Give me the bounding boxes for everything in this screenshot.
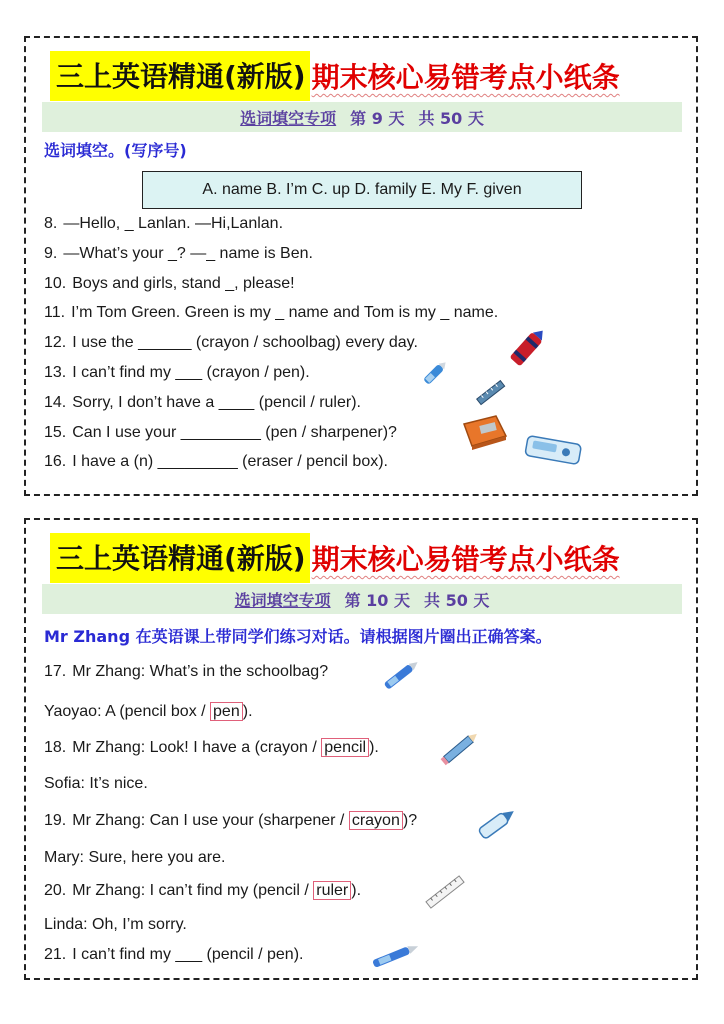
question-11: 11. I’m Tom Green. Green is my _ name and Tom is my _ name. [44,304,499,321]
pencil-box-icon [522,434,584,468]
question-10: 10. Boys and girls, stand _, please! [44,275,295,292]
question-20: 20. Mr Zhang: I can’t find my (pencil / ruler ). [44,882,362,899]
question-21: 21. I can’t find my ___ (pencil / pen). [44,946,304,963]
question-13: 13. I can’t find my ___ (crayon / pen). [44,364,310,381]
question-14: 14. Sorry, I don’t have a ____ (pencil / ruler). [44,394,361,411]
question-12: 12. I use the ______ (crayon / schoolbag) every day. [44,334,418,351]
day-bar [42,584,682,614]
question-9: 9. —What’s your _? —_ name is Ben. [44,245,313,262]
circled-answer: ruler [313,881,351,900]
total-label: 共 50 天 [424,590,490,610]
answer-20: Linda: Oh, I’m sorry. [44,916,187,933]
title-highlight: 三上英语精通(新版) [50,51,310,101]
pen-icon [378,656,424,694]
question-18: 18. Mr Zhang: Look! I have a (crayon / pencil ). [44,739,379,756]
title-red: 期末核心易错考点小纸条 [311,61,620,94]
word-bank: A. name B. I’m C. up D. family E. My F. given [142,171,582,209]
question-8: 8. —Hello, _ Lanlan. —Hi,Lanlan. [44,215,284,232]
sharpener-icon [460,412,510,452]
topic-label: 选词填空专项 [234,590,331,610]
answer-19: Mary: Sure, here you are. [44,849,226,866]
card-title [50,52,620,100]
crayon-icon [504,324,552,370]
day-bar [42,102,682,132]
instruction: 选词填空。(写序号) [44,141,187,160]
circled-answer: pencil [321,738,369,757]
question-17: 17. Mr Zhang: What’s in the schoolbag? [44,663,329,680]
day-label: 第 9 天 [350,108,405,128]
day10-card [24,518,698,980]
question-16: 16. I have a (n) _________ (eraser / pencil box). [44,453,388,470]
instruction: Mr Zhang 在英语课上带同学们练习对话。请根据图片圈出正确答案。 [44,627,552,646]
pen-icon [366,938,422,974]
circled-answer: pen [210,702,243,721]
question-19: 19. Mr Zhang: Can I use your (sharpener / crayon )? [44,812,418,829]
title-red: 期末核心易错考点小纸条 [311,543,620,576]
question-15: 15. Can I use your _________ (pen / sharpener)? [44,424,397,441]
ruler-icon [474,378,508,408]
total-label: 共 50 天 [418,108,484,128]
ruler-icon [422,872,468,912]
answer-17: Yaoyao: A (pencil box / pen ). [44,703,253,720]
circled-answer: crayon [349,811,403,830]
card-title [50,534,620,582]
answer-18: Sofia: It’s nice. [44,775,148,792]
crayon-icon [472,804,520,844]
pen-icon [418,356,452,390]
topic-label: 选词填空专项 [240,108,337,128]
day9-card [24,36,698,496]
title-highlight: 三上英语精通(新版) [50,533,310,583]
day-label: 第 10 天 [344,590,410,610]
pencil-icon [436,728,484,768]
